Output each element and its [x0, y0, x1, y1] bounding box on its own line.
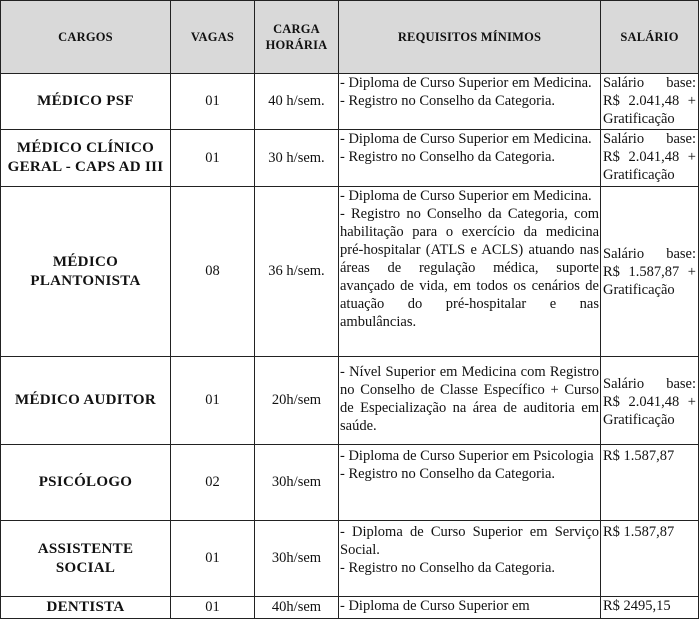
table-row — [1, 130, 699, 187]
header-carga-horaria — [255, 1, 339, 74]
carga-cell: 30 h/sem. — [255, 130, 339, 187]
vagas-cell: 01 — [171, 521, 255, 597]
salario-cell — [601, 445, 699, 521]
vagas-cell: 02 — [171, 445, 255, 521]
header-requisitos: REQUISITOS MÍNIMOS — [339, 1, 601, 74]
requisito-item: - Diploma de Curso Superior em Serviço Social. — [340, 524, 599, 558]
requisito-item: - Registro no Conselho da Categoria. — [340, 466, 556, 482]
carga-cell: 30h/sem — [255, 521, 339, 597]
vagas-cell: 01 — [171, 597, 255, 619]
header-row — [1, 1, 699, 74]
salario-cell — [601, 597, 699, 619]
table-row — [1, 445, 699, 521]
cargo-cell — [1, 130, 171, 187]
requisitos-cell — [339, 597, 601, 619]
table-header — [1, 1, 699, 74]
salario-cell — [601, 187, 699, 357]
table-row — [1, 357, 699, 445]
cargo-cell — [1, 74, 171, 130]
table-row — [1, 74, 699, 130]
vagas-cell: 01 — [171, 74, 255, 130]
requisito-item: - Diploma de Curso Superior em Medicina. — [340, 131, 592, 147]
table-body — [1, 74, 699, 619]
table-row — [1, 597, 699, 619]
cargo-name: DENTISTA — [46, 599, 125, 615]
requisito-item: - Registro no Conselho da Categoria. — [340, 560, 556, 576]
carga-cell: 30h/sem — [255, 445, 339, 521]
salario-value: R$ 2495,15 — [603, 598, 671, 614]
cargo-name: PSICÓLOGO — [38, 474, 133, 490]
cargo-cell — [1, 521, 171, 597]
cargo-name: GERAL - CAPS AD III — [7, 159, 164, 175]
carga-cell: 40 h/sem. — [255, 74, 339, 130]
cargo-name: SOCIAL — [55, 559, 116, 576]
cargo-name: MÉDICO — [52, 253, 119, 270]
requisitos-cell — [339, 445, 601, 521]
header-salario: SALÁRIO — [601, 1, 699, 74]
header-carga-line1: CARGA — [273, 22, 320, 36]
salario-value: R$ 1.587,87 — [603, 524, 675, 540]
vagas-cell: 01 — [171, 357, 255, 445]
carga-cell: 20h/sem — [255, 357, 339, 445]
salario-value: R$ 1.587,87 — [603, 448, 675, 464]
requisito-item: - Diploma de Curso Superior em Medicina. — [340, 75, 592, 91]
requisito-item: - Diploma de Curso Superior em Psicologia — [340, 448, 594, 464]
vagas-cell: 01 — [171, 130, 255, 187]
requisito-item: - Diploma de Curso Superior em Medicina. — [340, 188, 592, 204]
requisitos-cell — [339, 130, 601, 187]
requisito-item: - Registro no Conselho da Categoria. — [340, 149, 556, 165]
header-carga-line2: HORÁRIA — [265, 38, 328, 52]
salario-cell — [601, 357, 699, 445]
salario-cell — [601, 74, 699, 130]
cargo-name: PLANTONISTA — [30, 272, 141, 289]
cargo-name: MÉDICO PSF — [37, 93, 134, 109]
requisitos-cell — [339, 74, 601, 130]
cargo-name: ASSISTENTE — [37, 540, 134, 557]
requisito-item: - Registro no Conselho da Categoria. — [340, 93, 556, 109]
table-row — [1, 187, 699, 357]
cargo-cell — [1, 597, 171, 619]
cargo-cell — [1, 187, 171, 357]
requisito-item: - Registro no Conselho da Categoria, com habilitação para o exercício da medicina pré-hospitalar (ATLS e ACLS) atuando nas áreas de regulação médica, suporte avançado de vida, em todos os cenários de atuação do pré-hospitalar e nas ambulâncias. — [340, 206, 599, 330]
salario-value: Salário base: R$ 2.041,48 + Gratificação — [603, 75, 696, 127]
cargo-cell — [1, 357, 171, 445]
salario-value: Salário base: R$ 2.041,48 + Gratificação — [603, 376, 696, 428]
cargo-name: MÉDICO AUDITOR — [14, 392, 157, 408]
requisitos-cell — [339, 357, 601, 445]
salario-value: Salário base: R$ 2.041,48 + Gratificação — [603, 131, 696, 183]
cargo-name: MÉDICO CLÍNICO — [16, 140, 155, 156]
vagas-cell: 08 — [171, 187, 255, 357]
requisitos-cell — [339, 187, 601, 357]
table-row — [1, 521, 699, 597]
carga-cell: 40h/sem — [255, 597, 339, 619]
requisito-item: - Diploma de Curso Superior em — [340, 598, 530, 614]
carga-cell: 36 h/sem. — [255, 187, 339, 357]
salario-value: Salário base: R$ 1.587,87 + Gratificação — [603, 245, 696, 298]
header-cargos: CARGOS — [1, 1, 171, 74]
salario-cell — [601, 130, 699, 187]
requisito-item: - Nível Superior em Medicina com Registro no Conselho de Classe Específico + Curso de Especialização na área de auditoria em saúde. — [340, 364, 599, 434]
requisitos-cell — [339, 521, 601, 597]
header-vagas: VAGAS — [171, 1, 255, 74]
cargo-cell — [1, 445, 171, 521]
salario-cell — [601, 521, 699, 597]
